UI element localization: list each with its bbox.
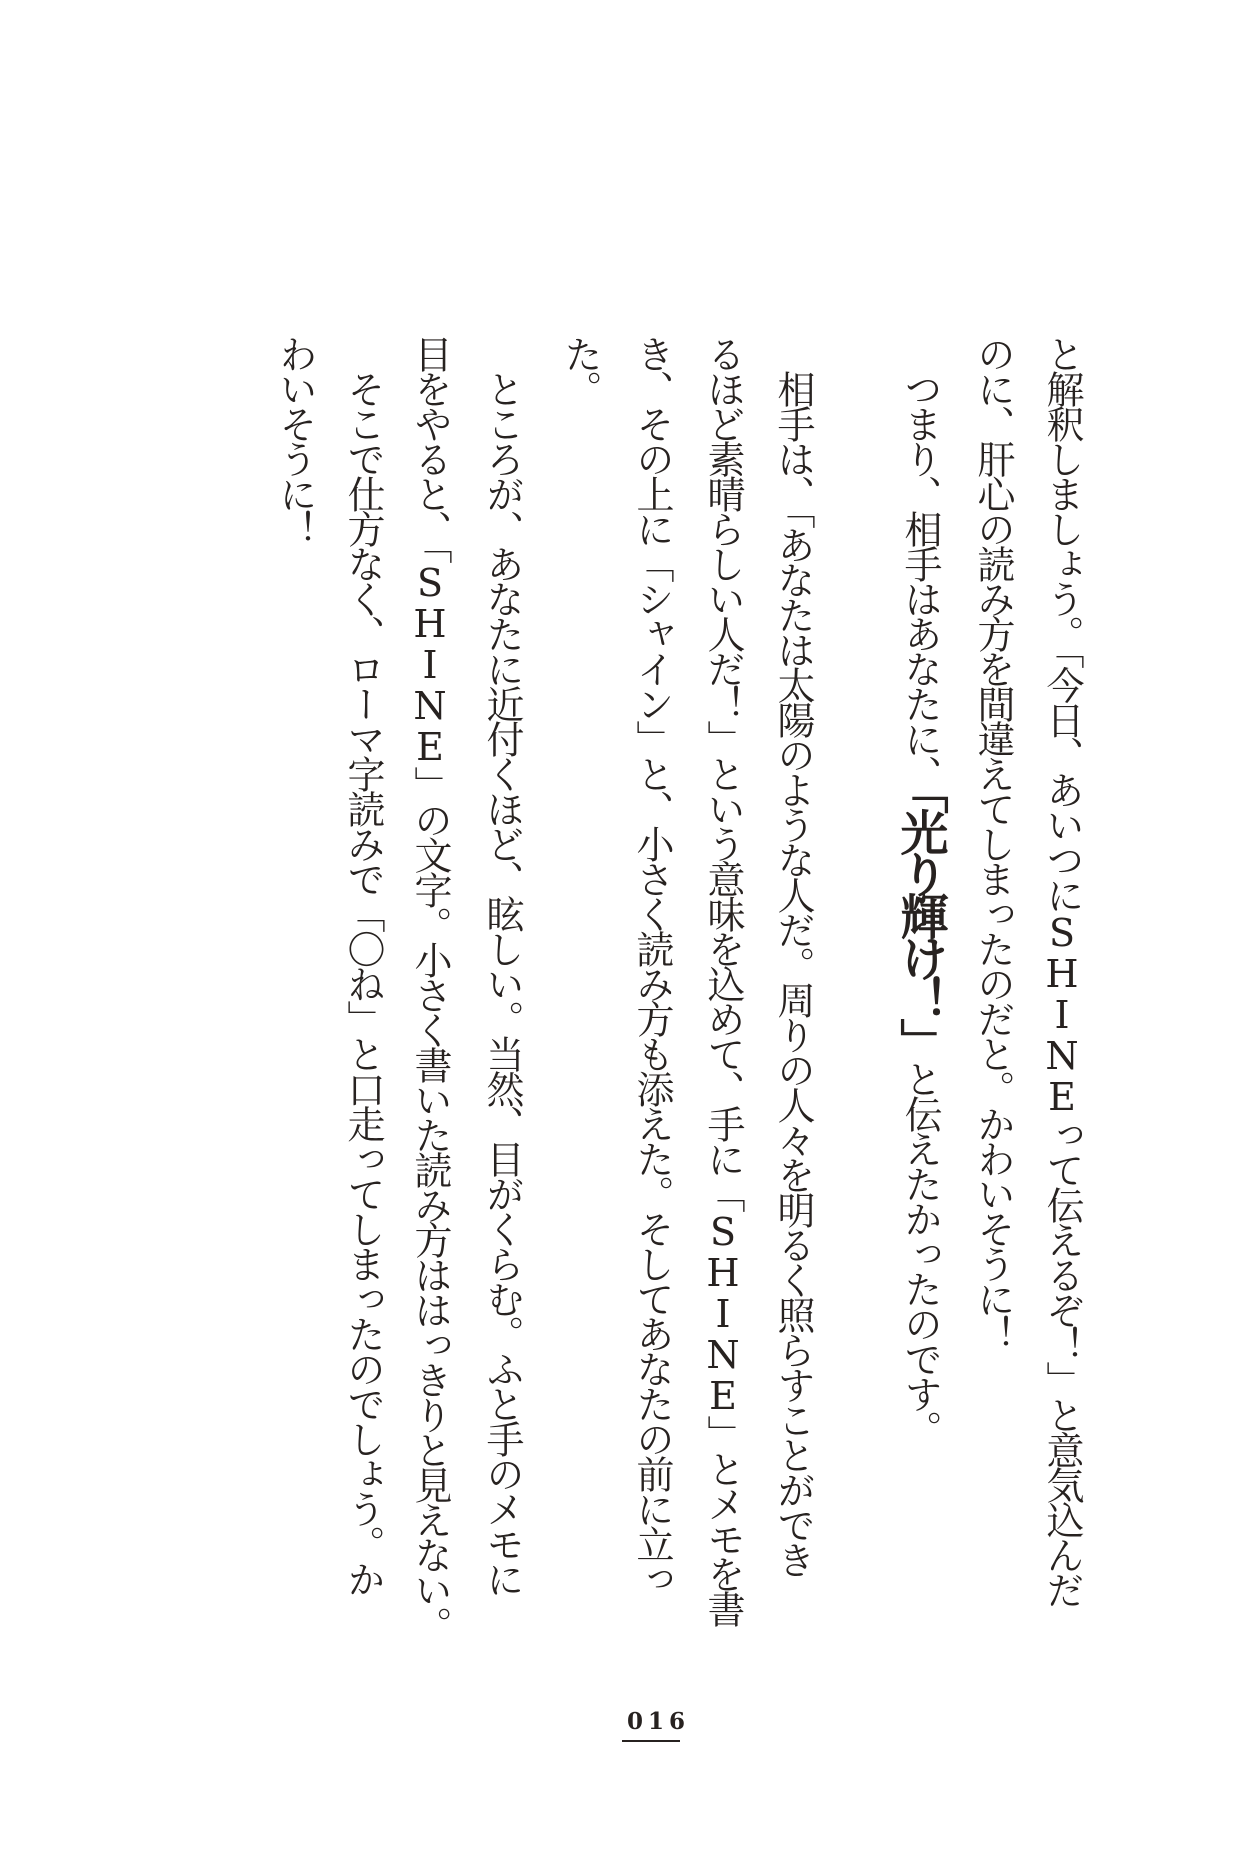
text-column-11: わいそうに！ [273, 335, 317, 545]
text-column-6: き、その上に「シャイン」と、小さく読み方も添えた。そしてあなたの前に立っ [630, 335, 674, 1595]
text-column-8: ところが、あなたに近付くほど、眩しい。当然、目がくらむ。ふと手のメモに [480, 370, 524, 1595]
text-after-emphasis: と伝えたかったのです。 [898, 1060, 942, 1445]
text-column-9: 目をやると、「SHINE」の文字。小さく書いた読み方ははっきりと見えない。 [408, 335, 452, 1641]
text-before-emphasis: つまり、相手はあなたに、 [898, 370, 942, 790]
text-column-5: るほど素晴らしい人だ！」という意味を込めて、手に「SHINE」とメモを書 [701, 335, 745, 1625]
text-column-4: 相手は、「あなたは太陽のような人だ。周りの人々を明るく照らすことができ [771, 370, 815, 1576]
emphasized-phrase: 「光り輝け！」 [892, 790, 948, 1060]
text-column-1: と解釈しましょう。「今日、あいつにSHINEって伝えるぞ！」と意気込んだ [1040, 335, 1084, 1606]
page-number: 016 [622, 1708, 680, 1742]
text-column-10: そこで仕方なく、ローマ字読みで「〇ね」と口走ってしまったのでしょう。か [341, 370, 385, 1595]
text-column-2: のに、肝心の読み方を間違えてしまったのだと。かわいそうに！ [971, 335, 1015, 1350]
text-column-3 [894, 335, 946, 1445]
text-column-7: た。 [558, 335, 602, 405]
